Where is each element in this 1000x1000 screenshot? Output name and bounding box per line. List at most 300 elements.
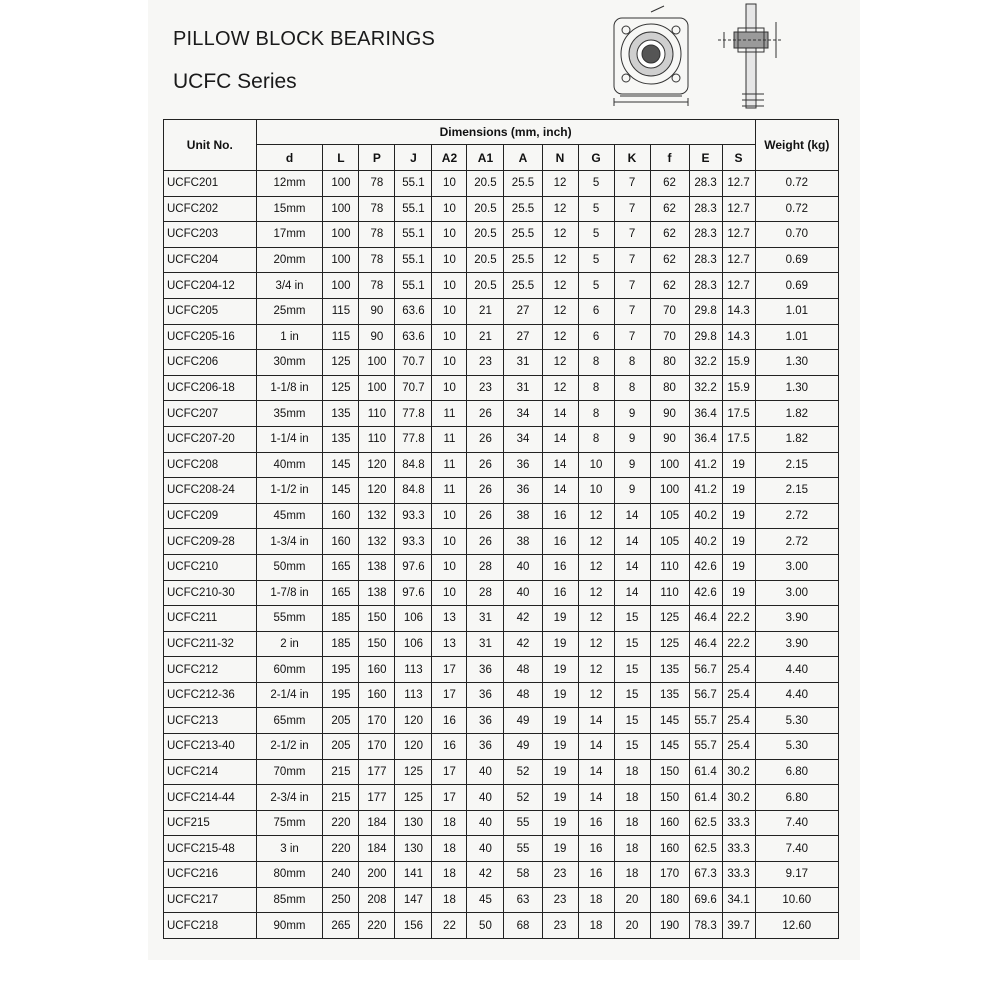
dimension-cell: 60mm bbox=[256, 657, 323, 683]
dimension-cell: 78 bbox=[359, 222, 395, 248]
dimension-cell: 135 bbox=[323, 401, 359, 427]
dimension-cell: 10 bbox=[432, 375, 467, 401]
dimension-cell: 125 bbox=[323, 350, 359, 376]
dimension-cell: 14 bbox=[542, 401, 578, 427]
dimension-cell: 177 bbox=[359, 785, 395, 811]
dimension-cell: 220 bbox=[323, 836, 359, 862]
bearing-dimensions-table bbox=[163, 119, 839, 939]
dimension-cell: 62 bbox=[650, 273, 689, 299]
dimension-cell: 31 bbox=[467, 606, 504, 632]
table-row bbox=[164, 222, 839, 248]
dimension-cell: 21 bbox=[467, 324, 504, 350]
dimension-cell: 17.5 bbox=[722, 401, 755, 427]
dimension-cell: 42.6 bbox=[689, 580, 722, 606]
dimension-cell: 40 bbox=[467, 836, 504, 862]
table-row bbox=[164, 708, 839, 734]
dimension-cell: 18 bbox=[614, 862, 650, 888]
table-row bbox=[164, 273, 839, 299]
weight-cell: 7.40 bbox=[755, 810, 838, 836]
dimension-cell: 184 bbox=[359, 810, 395, 836]
dimension-cell: 12 bbox=[542, 273, 578, 299]
dimension-cell: 145 bbox=[650, 708, 689, 734]
dimension-cell: 19 bbox=[542, 682, 578, 708]
dimension-cell: 26 bbox=[467, 529, 504, 555]
dimension-cell: 55.1 bbox=[395, 273, 432, 299]
dimension-cell: 25.5 bbox=[504, 247, 542, 273]
unit-no-cell: UCFC204 bbox=[164, 247, 257, 273]
dimension-cell: 10 bbox=[432, 580, 467, 606]
dimension-cell: 34 bbox=[504, 401, 542, 427]
dimension-cell: 28.3 bbox=[689, 273, 722, 299]
dimension-cell: 19 bbox=[542, 785, 578, 811]
column-header-row bbox=[164, 145, 839, 171]
dimension-cell: 7 bbox=[614, 247, 650, 273]
dimension-cell: 84.8 bbox=[395, 452, 432, 478]
dimension-cell: 23 bbox=[542, 862, 578, 888]
dimension-cell: 32.2 bbox=[689, 375, 722, 401]
dimension-cell: 18 bbox=[578, 887, 614, 913]
dimension-cell: 250 bbox=[323, 887, 359, 913]
dimension-cell: 55 bbox=[504, 810, 542, 836]
dimension-cell: 52 bbox=[504, 785, 542, 811]
dimension-cell: 10 bbox=[432, 247, 467, 273]
dimension-cell: 110 bbox=[359, 401, 395, 427]
dimension-cell: 55mm bbox=[256, 606, 323, 632]
dimension-cell: 100 bbox=[323, 247, 359, 273]
weight-cell: 1.82 bbox=[755, 401, 838, 427]
dimension-cell: 120 bbox=[359, 452, 395, 478]
dimension-cell: 135 bbox=[323, 426, 359, 452]
dimension-cell: 215 bbox=[323, 759, 359, 785]
dimension-cell: 100 bbox=[323, 222, 359, 248]
dimension-cell: 1-1/8 in bbox=[256, 375, 323, 401]
dimension-cell: 190 bbox=[650, 913, 689, 939]
dimension-cell: 62 bbox=[650, 196, 689, 222]
dimension-cell: 80 bbox=[650, 375, 689, 401]
dimension-cell: 63 bbox=[504, 887, 542, 913]
dimension-cell: 5 bbox=[578, 196, 614, 222]
dimension-cell: 177 bbox=[359, 759, 395, 785]
dimension-cell: 20mm bbox=[256, 247, 323, 273]
dimension-cell: 220 bbox=[323, 810, 359, 836]
dimension-cell: 84.8 bbox=[395, 478, 432, 504]
dimension-cell: 10 bbox=[432, 529, 467, 555]
dimension-cell: 25.4 bbox=[722, 734, 755, 760]
dimension-cell: 10 bbox=[432, 350, 467, 376]
weight-cell: 0.70 bbox=[755, 222, 838, 248]
dimension-cell: 22 bbox=[432, 913, 467, 939]
dimension-cell: 36 bbox=[467, 657, 504, 683]
dimension-cell: 11 bbox=[432, 426, 467, 452]
column-header-k: K bbox=[614, 145, 650, 171]
dimension-cell: 78.3 bbox=[689, 913, 722, 939]
weight-cell: 3.90 bbox=[755, 606, 838, 632]
unit-no-cell: UCFC206-18 bbox=[164, 375, 257, 401]
dimension-cell: 19 bbox=[722, 503, 755, 529]
dimension-cell: 40 bbox=[467, 810, 504, 836]
dimension-cell: 26 bbox=[467, 478, 504, 504]
dimension-cell: 110 bbox=[359, 426, 395, 452]
dimension-cell: 31 bbox=[504, 350, 542, 376]
dimension-cell: 17 bbox=[432, 759, 467, 785]
dimension-cell: 105 bbox=[650, 529, 689, 555]
dimension-cell: 40mm bbox=[256, 452, 323, 478]
dimension-cell: 113 bbox=[395, 682, 432, 708]
dimension-cell: 135 bbox=[650, 682, 689, 708]
dimension-cell: 12 bbox=[578, 503, 614, 529]
column-header-n: N bbox=[542, 145, 578, 171]
dimension-cell: 7 bbox=[614, 196, 650, 222]
weight-cell: 5.30 bbox=[755, 734, 838, 760]
dimension-cell: 70 bbox=[650, 324, 689, 350]
dimension-cell: 2-3/4 in bbox=[256, 785, 323, 811]
dimension-cell: 36 bbox=[467, 734, 504, 760]
table-row bbox=[164, 478, 839, 504]
table-row bbox=[164, 401, 839, 427]
dimension-cell: 36 bbox=[467, 682, 504, 708]
dimension-cell: 27 bbox=[504, 324, 542, 350]
dimension-cell: 78 bbox=[359, 196, 395, 222]
dimension-cell: 2-1/4 in bbox=[256, 682, 323, 708]
dimension-cell: 14 bbox=[542, 426, 578, 452]
dimension-cell: 106 bbox=[395, 631, 432, 657]
dimension-cell: 10 bbox=[432, 554, 467, 580]
dimension-cell: 120 bbox=[395, 734, 432, 760]
dimension-cell: 17 bbox=[432, 682, 467, 708]
dimension-cell: 10 bbox=[432, 298, 467, 324]
dimension-cell: 138 bbox=[359, 580, 395, 606]
dimension-cell: 19 bbox=[542, 657, 578, 683]
dimension-cell: 25.5 bbox=[504, 222, 542, 248]
dimension-cell: 8 bbox=[614, 350, 650, 376]
dimension-cell: 19 bbox=[542, 631, 578, 657]
dimension-cell: 12 bbox=[578, 657, 614, 683]
dimension-cell: 40.2 bbox=[689, 529, 722, 555]
dimension-cell: 9 bbox=[614, 401, 650, 427]
table-row bbox=[164, 247, 839, 273]
dimension-cell: 28 bbox=[467, 554, 504, 580]
weight-cell: 12.60 bbox=[755, 913, 838, 939]
dimension-cell: 12 bbox=[578, 554, 614, 580]
dimension-cell: 15.9 bbox=[722, 375, 755, 401]
dimension-cell: 14 bbox=[542, 478, 578, 504]
dimension-cell: 10 bbox=[432, 222, 467, 248]
weight-cell: 1.01 bbox=[755, 324, 838, 350]
unit-no-cell: UCFC203 bbox=[164, 222, 257, 248]
dimension-cell: 10 bbox=[432, 273, 467, 299]
unit-no-header: Unit No. bbox=[164, 120, 257, 171]
dimension-cell: 160 bbox=[650, 810, 689, 836]
weight-cell: 9.17 bbox=[755, 862, 838, 888]
dimension-cell: 85mm bbox=[256, 887, 323, 913]
dimension-cell: 28.3 bbox=[689, 222, 722, 248]
dimension-cell: 10 bbox=[432, 196, 467, 222]
dimension-cell: 100 bbox=[323, 171, 359, 197]
dimension-cell: 18 bbox=[578, 913, 614, 939]
dimension-cell: 80mm bbox=[256, 862, 323, 888]
weight-cell: 0.69 bbox=[755, 273, 838, 299]
dimension-cell: 160 bbox=[323, 503, 359, 529]
dimension-cell: 48 bbox=[504, 682, 542, 708]
dimension-cell: 165 bbox=[323, 580, 359, 606]
dimension-cell: 18 bbox=[432, 887, 467, 913]
dimension-cell: 19 bbox=[542, 810, 578, 836]
dimension-cell: 205 bbox=[323, 708, 359, 734]
table-row bbox=[164, 350, 839, 376]
dimension-cell: 185 bbox=[323, 606, 359, 632]
weight-cell: 5.30 bbox=[755, 708, 838, 734]
dimension-cell: 150 bbox=[650, 785, 689, 811]
dimension-cell: 10 bbox=[432, 503, 467, 529]
dimension-cell: 125 bbox=[650, 631, 689, 657]
dimension-cell: 34 bbox=[504, 426, 542, 452]
column-header-l: L bbox=[323, 145, 359, 171]
dimension-cell: 12 bbox=[542, 298, 578, 324]
dimension-cell: 7 bbox=[614, 324, 650, 350]
dimension-cell: 3/4 in bbox=[256, 273, 323, 299]
dimension-cell: 22.2 bbox=[722, 606, 755, 632]
unit-no-cell: UCFC218 bbox=[164, 913, 257, 939]
dimension-cell: 61.4 bbox=[689, 759, 722, 785]
dimension-cell: 55.7 bbox=[689, 708, 722, 734]
dimension-cell: 16 bbox=[432, 708, 467, 734]
dimension-cell: 10 bbox=[578, 478, 614, 504]
dimension-cell: 240 bbox=[323, 862, 359, 888]
dimension-cell: 16 bbox=[542, 580, 578, 606]
dimension-cell: 145 bbox=[323, 452, 359, 478]
column-header-g: G bbox=[578, 145, 614, 171]
weight-cell: 2.15 bbox=[755, 478, 838, 504]
column-header-s: S bbox=[722, 145, 755, 171]
dimension-cell: 132 bbox=[359, 529, 395, 555]
dimension-cell: 78 bbox=[359, 247, 395, 273]
dimension-cell: 17 bbox=[432, 785, 467, 811]
dimension-cell: 55.1 bbox=[395, 247, 432, 273]
dimension-cell: 46.4 bbox=[689, 606, 722, 632]
dimension-cell: 23 bbox=[467, 350, 504, 376]
dimension-cell: 20 bbox=[614, 913, 650, 939]
dimension-cell: 160 bbox=[323, 529, 359, 555]
unit-no-cell: UCFC215-48 bbox=[164, 836, 257, 862]
dimension-cell: 11 bbox=[432, 478, 467, 504]
dimension-cell: 25.4 bbox=[722, 682, 755, 708]
dimension-cell: 70 bbox=[650, 298, 689, 324]
dimension-cell: 62 bbox=[650, 171, 689, 197]
dimension-cell: 42 bbox=[504, 606, 542, 632]
dimension-cell: 115 bbox=[323, 298, 359, 324]
dimension-cell: 120 bbox=[395, 708, 432, 734]
dimension-cell: 5 bbox=[578, 222, 614, 248]
dimension-cell: 145 bbox=[323, 478, 359, 504]
dimension-cell: 63.6 bbox=[395, 298, 432, 324]
column-header-p: P bbox=[359, 145, 395, 171]
dimension-cell: 30mm bbox=[256, 350, 323, 376]
dimension-cell: 97.6 bbox=[395, 554, 432, 580]
weight-cell: 2.15 bbox=[755, 452, 838, 478]
dimension-cell: 160 bbox=[650, 836, 689, 862]
dimension-cell: 130 bbox=[395, 836, 432, 862]
dimension-cell: 141 bbox=[395, 862, 432, 888]
dimension-cell: 12 bbox=[578, 580, 614, 606]
dimension-cell: 55.7 bbox=[689, 734, 722, 760]
table-row bbox=[164, 913, 839, 939]
dimension-cell: 3 in bbox=[256, 836, 323, 862]
unit-no-cell: UCFC208-24 bbox=[164, 478, 257, 504]
dimension-cell: 12 bbox=[542, 350, 578, 376]
table-row bbox=[164, 529, 839, 555]
dimension-cell: 100 bbox=[323, 273, 359, 299]
dimension-cell: 100 bbox=[650, 452, 689, 478]
dimension-cell: 97.6 bbox=[395, 580, 432, 606]
dimension-cell: 8 bbox=[578, 350, 614, 376]
table-row bbox=[164, 631, 839, 657]
table-row bbox=[164, 682, 839, 708]
dimension-cell: 12.7 bbox=[722, 222, 755, 248]
dimension-cell: 77.8 bbox=[395, 426, 432, 452]
weight-header: Weight (kg) bbox=[755, 120, 838, 171]
dimension-cell: 55.1 bbox=[395, 222, 432, 248]
unit-no-cell: UCFC204-12 bbox=[164, 273, 257, 299]
column-header-j: J bbox=[395, 145, 432, 171]
dimension-cell: 215 bbox=[323, 785, 359, 811]
table-row bbox=[164, 452, 839, 478]
dimension-cell: 26 bbox=[467, 401, 504, 427]
dimension-cell: 15.9 bbox=[722, 350, 755, 376]
dimension-cell: 135 bbox=[650, 657, 689, 683]
dimension-cell: 30.2 bbox=[722, 785, 755, 811]
dimension-cell: 32.2 bbox=[689, 350, 722, 376]
dimension-cell: 9 bbox=[614, 478, 650, 504]
weight-cell: 2.72 bbox=[755, 529, 838, 555]
dimension-cell: 13 bbox=[432, 631, 467, 657]
dimension-cell: 195 bbox=[323, 682, 359, 708]
dimension-cell: 90 bbox=[650, 426, 689, 452]
table-row bbox=[164, 836, 839, 862]
dimension-cell: 12 bbox=[542, 247, 578, 273]
table-row bbox=[164, 734, 839, 760]
weight-cell: 1.82 bbox=[755, 426, 838, 452]
dimension-cell: 20.5 bbox=[467, 196, 504, 222]
dimension-cell: 15 bbox=[614, 734, 650, 760]
weight-cell: 3.00 bbox=[755, 554, 838, 580]
dimension-cell: 70.7 bbox=[395, 375, 432, 401]
dimension-cell: 23 bbox=[467, 375, 504, 401]
dimension-cell: 49 bbox=[504, 708, 542, 734]
dimension-cell: 19 bbox=[542, 606, 578, 632]
dimension-cell: 50mm bbox=[256, 554, 323, 580]
dimension-cell: 15mm bbox=[256, 196, 323, 222]
dimension-cell: 36.4 bbox=[689, 401, 722, 427]
dimension-cell: 62 bbox=[650, 247, 689, 273]
dimension-cell: 12 bbox=[542, 324, 578, 350]
dimension-cell: 48 bbox=[504, 657, 542, 683]
dimension-cell: 19 bbox=[722, 554, 755, 580]
dimension-cell: 25.5 bbox=[504, 171, 542, 197]
dimension-cell: 15 bbox=[614, 631, 650, 657]
unit-no-cell: UCFC213-40 bbox=[164, 734, 257, 760]
dimension-cell: 26 bbox=[467, 452, 504, 478]
dimension-cell: 33.3 bbox=[722, 836, 755, 862]
dimension-cell: 38 bbox=[504, 503, 542, 529]
dimension-cell: 1-3/4 in bbox=[256, 529, 323, 555]
weight-cell: 1.30 bbox=[755, 375, 838, 401]
dimension-cell: 150 bbox=[650, 759, 689, 785]
dimension-cell: 62 bbox=[650, 222, 689, 248]
dimension-cell: 25.4 bbox=[722, 708, 755, 734]
dimension-cell: 20.5 bbox=[467, 222, 504, 248]
table-row bbox=[164, 810, 839, 836]
weight-cell: 3.90 bbox=[755, 631, 838, 657]
dimension-cell: 12 bbox=[578, 529, 614, 555]
dimension-cell: 26 bbox=[467, 426, 504, 452]
table-row bbox=[164, 375, 839, 401]
dimension-cell: 14 bbox=[614, 580, 650, 606]
dimension-cell: 31 bbox=[504, 375, 542, 401]
unit-no-cell: UCFC205 bbox=[164, 298, 257, 324]
dimension-cell: 27 bbox=[504, 298, 542, 324]
unit-no-cell: UCFC205-16 bbox=[164, 324, 257, 350]
dimension-cell: 5 bbox=[578, 273, 614, 299]
column-header-e: E bbox=[689, 145, 722, 171]
table-row bbox=[164, 887, 839, 913]
dimension-cell: 100 bbox=[323, 196, 359, 222]
weight-cell: 3.00 bbox=[755, 580, 838, 606]
dimension-cell: 41.2 bbox=[689, 478, 722, 504]
unit-no-cell: UCFC214-44 bbox=[164, 785, 257, 811]
dimension-cell: 18 bbox=[614, 836, 650, 862]
dimension-cell: 16 bbox=[542, 529, 578, 555]
table-row bbox=[164, 196, 839, 222]
dimension-cell: 10 bbox=[432, 324, 467, 350]
dimension-cell: 19 bbox=[542, 836, 578, 862]
dimension-cell: 18 bbox=[432, 810, 467, 836]
column-header-a2: A2 bbox=[432, 145, 467, 171]
table-row bbox=[164, 324, 839, 350]
dimension-cell: 12 bbox=[542, 171, 578, 197]
dimension-cell: 6 bbox=[578, 298, 614, 324]
unit-no-cell: UCFC206 bbox=[164, 350, 257, 376]
unit-no-cell: UCFC207-20 bbox=[164, 426, 257, 452]
dimension-cell: 200 bbox=[359, 862, 395, 888]
dimension-cell: 12 bbox=[578, 682, 614, 708]
weight-cell: 0.72 bbox=[755, 196, 838, 222]
unit-no-cell: UCFC217 bbox=[164, 887, 257, 913]
dimension-cell: 15 bbox=[614, 708, 650, 734]
dimension-cell: 113 bbox=[395, 657, 432, 683]
dimension-cell: 14.3 bbox=[722, 324, 755, 350]
dimension-cell: 28.3 bbox=[689, 196, 722, 222]
dimension-cell: 14.3 bbox=[722, 298, 755, 324]
dimension-cell: 45 bbox=[467, 887, 504, 913]
dimension-cell: 12.7 bbox=[722, 247, 755, 273]
dimension-cell: 93.3 bbox=[395, 503, 432, 529]
dimension-cell: 70.7 bbox=[395, 350, 432, 376]
dimension-cell: 7 bbox=[614, 298, 650, 324]
dimension-cell: 16 bbox=[578, 862, 614, 888]
dimension-cell: 50 bbox=[467, 913, 504, 939]
dimension-cell: 18 bbox=[614, 759, 650, 785]
dimension-cell: 170 bbox=[359, 708, 395, 734]
dimension-cell: 90mm bbox=[256, 913, 323, 939]
dimension-cell: 17mm bbox=[256, 222, 323, 248]
dimension-cell: 14 bbox=[578, 708, 614, 734]
dimension-cell: 16 bbox=[542, 554, 578, 580]
dimension-cell: 19 bbox=[722, 452, 755, 478]
dimension-cell: 19 bbox=[722, 478, 755, 504]
dimension-cell: 39.7 bbox=[722, 913, 755, 939]
dimension-cell: 11 bbox=[432, 452, 467, 478]
dimension-cell: 31 bbox=[467, 631, 504, 657]
